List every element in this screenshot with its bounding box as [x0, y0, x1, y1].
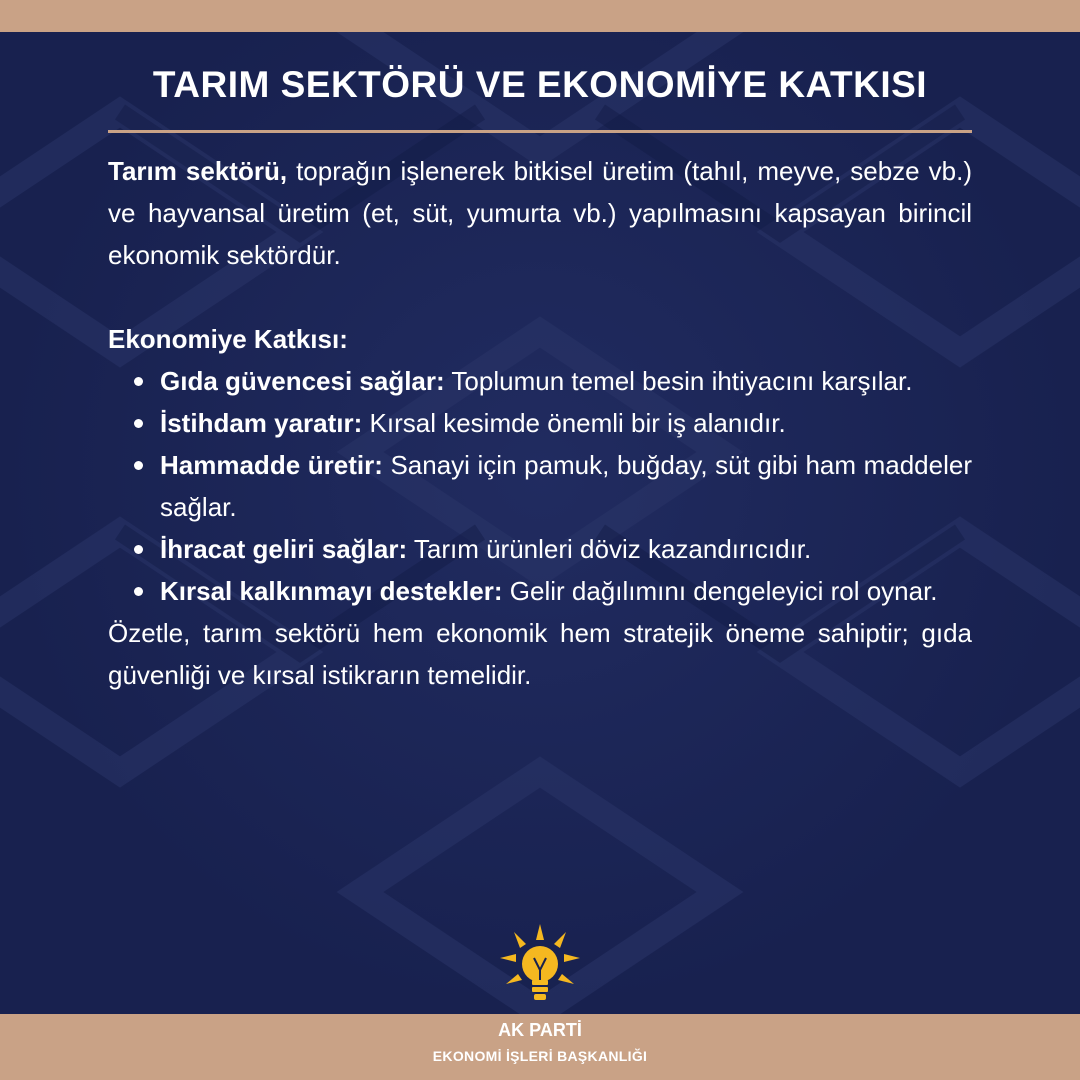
contribution-list — [108, 360, 972, 612]
paragraph-spacer — [108, 276, 972, 318]
footer-title: AK PARTİ — [498, 1020, 582, 1040]
bullet-icon — [134, 545, 143, 554]
footer — [0, 1014, 1080, 1080]
list-item — [108, 570, 972, 612]
intro-paragraph — [108, 150, 972, 276]
list-item — [108, 402, 972, 444]
summary-paragraph: Özetle, tarım sektörü hem ekonomik hem stratejik öneme sahiptir; gıda güvenliği ve kırsal istikrarın temelidir. — [108, 618, 972, 690]
intro-text: toprağın işlenerek bitkisel üretim (tahıl, meyve, sebze vb.) ve hayvansal üretim (et, süt, yumurta vb.) yapılmasını kapsayan birincil ekonomik sektördür. — [108, 156, 972, 270]
list-item-text: Toplumun temel besin ihtiyacını karşılar. — [444, 366, 913, 396]
list-item-text: Gelir dağılımını dengeleyici rol oynar. — [502, 576, 938, 606]
list-item-title: İstihdam yaratır: — [160, 408, 363, 438]
bullet-icon — [134, 587, 143, 596]
bullet-icon — [134, 377, 143, 386]
list-item-text: Tarım ürünleri döviz kazandırıcıdır. — [407, 534, 812, 564]
list-item-title: Gıda güvencesi sağlar: — [160, 366, 445, 396]
list-item-title: Hammadde üretir: — [160, 450, 383, 480]
content-panel — [0, 32, 1080, 1014]
list-item-title: Kırsal kalkınmayı destekler: — [160, 576, 503, 606]
list-item — [108, 444, 972, 528]
list-item-text: Kırsal kesimde önemli bir iş alanıdır. — [362, 408, 786, 438]
title-divider — [108, 130, 972, 133]
footer-subtitle: EKONOMİ İŞLERİ BAŞKANLIĞI — [432, 1048, 648, 1064]
list-item-text: Sanayi için pamuk, buğday, süt gibi ham maddeler sağlar. — [160, 450, 972, 522]
top-band — [0, 0, 1080, 32]
list-item-title: İhracat geliri sağlar: — [160, 534, 408, 564]
list-item — [108, 360, 972, 402]
list-item — [108, 528, 972, 570]
page-title: TARIM SEKTÖRÜ VE EKONOMİYE KATKISI — [152, 64, 928, 105]
body-text — [108, 150, 972, 696]
bullet-icon — [134, 419, 143, 428]
intro-lead: Tarım sektörü, — [108, 156, 288, 186]
bullet-icon — [134, 461, 143, 470]
subheading: Ekonomiye Katkısı: — [108, 324, 348, 354]
lightbulb-icon — [500, 924, 580, 1006]
